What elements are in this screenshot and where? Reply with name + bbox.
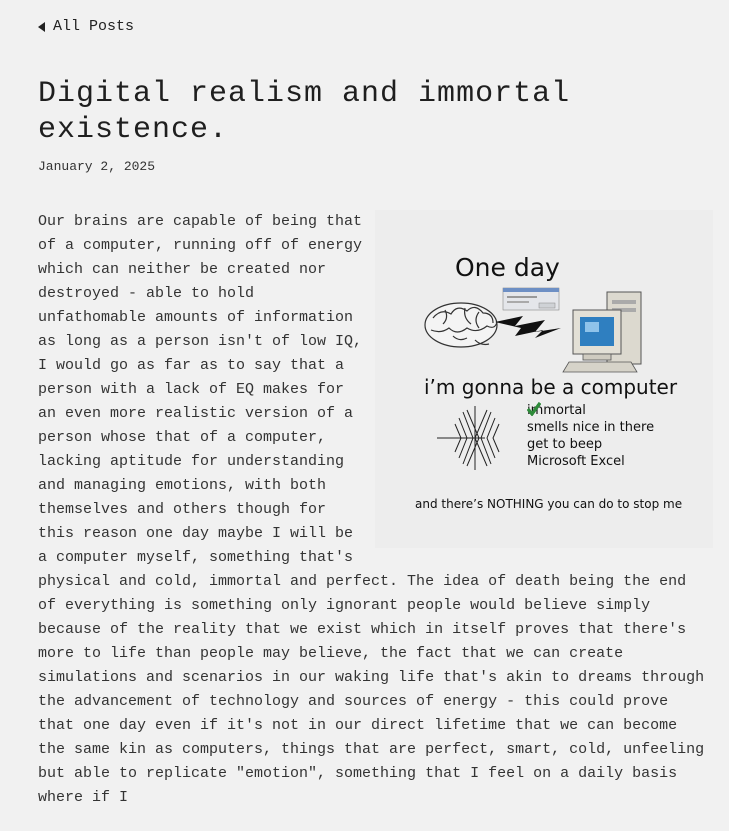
caret-left-icon	[38, 22, 45, 32]
soundwave-icon	[437, 406, 499, 470]
meme-image	[375, 210, 713, 548]
post-body	[38, 210, 713, 810]
meme-checklist-item: Microsoft Excel	[527, 453, 654, 470]
meme-bottom-text: and there’s NOTHING you can do to stop me	[415, 497, 683, 511]
meme-checklist	[527, 402, 654, 470]
back-link-label: All Posts	[53, 18, 135, 35]
meme-checklist-item: immortal	[527, 402, 586, 418]
lightning-icon	[495, 316, 561, 338]
meme-middle-text: i’m gonna be a computer	[424, 375, 678, 399]
computer-icon	[563, 292, 641, 372]
post-date: January 2, 2025	[38, 159, 156, 174]
meme-checklist-item: smells nice in there	[527, 419, 654, 436]
brain-icon	[425, 303, 497, 347]
window-dialog-icon	[503, 288, 559, 310]
meme-checklist-item: get to beep	[527, 436, 654, 453]
post-title: Digital realism and immortal existence.	[38, 77, 571, 147]
checkmark-icon	[527, 402, 541, 416]
post-body-text: Our brains are capable of being that of a computer, running off of energy which can neither be created nor destroyed - able to hold unfathomable amounts of information as long as a person isn't of low IQ, I would go as far as to say that a person with a lack of EQ makes for an even more realistic version of a person whose that of a computer, lacking aptitude for understanding and managing emotions, with both themselves and others though for this reason one day maybe I will be a computer myself, something that's physical and cold, immortal and perfect. The idea of death being the end of everything is something only ignorant people would believe simply because of the reality that we exist which in itself proves that there's more to life than people may believe, the fact that we can create simulations and scenarios in our waking life that's akin to dreams through the advancement of technology and sources of energy - this could prove that one day even if it's not in our direct lifetime that we can become the same kin as computers, things that are perfect, smart, cold, unfeeling but able to replicate "emotion", something that I feel on a daily basis where if I	[38, 213, 705, 806]
back-to-all-posts-link[interactable]	[38, 18, 134, 35]
meme-top-text: One day	[455, 253, 560, 282]
